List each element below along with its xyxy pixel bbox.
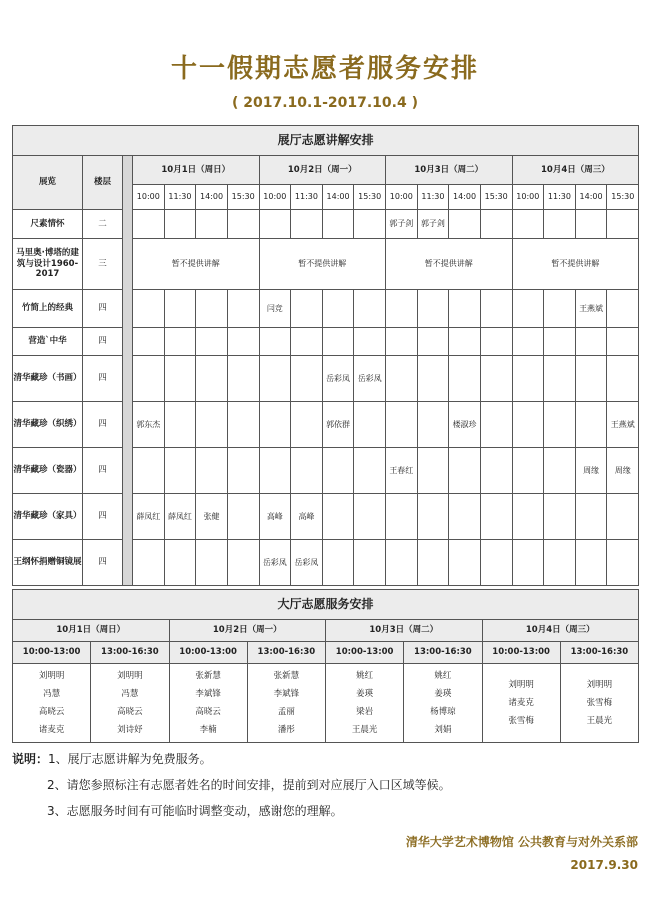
volunteer-cell [544, 328, 576, 356]
exhibit-name: 清华藏珍（瓷器） [13, 448, 83, 494]
volunteer-cell [322, 210, 354, 239]
volunteer-name: 李斌锋 [195, 689, 221, 699]
volunteer-name: 梁岩 [356, 707, 374, 717]
volunteer-cell [259, 210, 291, 239]
volunteer-cell: 高峰 [259, 494, 291, 540]
volunteer-cell [164, 540, 196, 586]
volunteer-list [169, 664, 247, 743]
volunteer-name: 张新慧 [195, 671, 221, 681]
volunteer-name: 姜瑛 [356, 689, 374, 699]
volunteer-cell [164, 448, 196, 494]
exhibit-name: 营造`中华 [13, 328, 83, 356]
volunteer-cell [227, 402, 259, 448]
volunteer-cell [417, 290, 449, 328]
volunteer-cell [480, 402, 512, 448]
volunteer-cell: 张健 [196, 494, 228, 540]
volunteer-cell [417, 356, 449, 402]
floor-cell: 二 [83, 210, 123, 239]
volunteer-cell [449, 356, 481, 402]
volunteer-cell [544, 540, 576, 586]
volunteer-name: 王晨光 [586, 716, 613, 726]
volunteer-cell [354, 540, 386, 586]
volunteer-cell: 高峰 [291, 494, 323, 540]
volunteer-cell [386, 540, 418, 586]
exhibit-name: 清华藏珍（织绣） [13, 402, 83, 448]
volunteer-cell [322, 494, 354, 540]
volunteer-cell: 薛凤红 [164, 494, 196, 540]
volunteer-cell [259, 448, 291, 494]
volunteer-cell: 郭子剑 [417, 210, 449, 239]
exhibit-name: 王纲怀捐赠铜镜展 [13, 540, 83, 586]
volunteer-name: 诸麦克 [508, 698, 534, 708]
page-title: 十一假期志愿者服务安排 [170, 54, 479, 84]
volunteer-cell [291, 402, 323, 448]
volunteer-cell [575, 494, 607, 540]
volunteer-cell [512, 356, 544, 402]
volunteer-cell [164, 402, 196, 448]
separator-column [123, 156, 133, 586]
volunteer-cell [480, 540, 512, 586]
volunteer-cell [164, 290, 196, 328]
volunteer-list [247, 664, 325, 743]
volunteer-cell: 王燕斌 [575, 290, 607, 328]
volunteer-cell [259, 356, 291, 402]
volunteer-cell [512, 328, 544, 356]
no-tour-cell: 暂不提供讲解 [259, 239, 386, 290]
volunteer-cell [386, 328, 418, 356]
volunteer-cell [449, 494, 481, 540]
volunteer-cell: 郭东杰 [133, 402, 165, 448]
volunteer-cell [259, 402, 291, 448]
volunteer-cell [512, 540, 544, 586]
note-item: 2、请您参照标注有志愿者姓名的时间安排，提前到对应展厅入口区域等候。 [47, 778, 451, 792]
time-header: 15:30 [227, 185, 259, 210]
exhibit-name: 竹简上的经典 [13, 290, 83, 328]
volunteer-name: 张雪梅 [508, 716, 534, 726]
volunteer-cell [354, 494, 386, 540]
section-title: 展厅志愿讲解安排 [13, 126, 639, 156]
time-header: 10:00 [133, 185, 165, 210]
volunteer-cell [227, 448, 259, 494]
footer-org: 清华大学艺术博物馆 公共教育与对外关系部 [405, 835, 638, 849]
slot-header: 10:00-13:00 [326, 642, 404, 664]
volunteer-cell [575, 540, 607, 586]
volunteer-name: 高晓云 [38, 707, 65, 717]
time-header: 11:30 [291, 185, 323, 210]
time-header: 14:00 [196, 185, 228, 210]
volunteer-cell [512, 402, 544, 448]
volunteer-cell [386, 402, 418, 448]
slot-header: 13:00-16:30 [404, 642, 482, 664]
volunteer-cell [354, 448, 386, 494]
volunteer-cell [322, 540, 354, 586]
volunteer-cell [449, 448, 481, 494]
volunteer-cell [259, 328, 291, 356]
volunteer-cell [196, 290, 228, 328]
volunteer-cell: 岳彩凤 [291, 540, 323, 586]
volunteer-cell [291, 328, 323, 356]
volunteer-cell [164, 356, 196, 402]
volunteer-cell [417, 448, 449, 494]
time-header: 15:30 [480, 185, 512, 210]
volunteer-cell [291, 210, 323, 239]
volunteer-name: 诸麦克 [38, 725, 65, 735]
volunteer-name: 王晨光 [351, 725, 378, 735]
time-header: 15:30 [354, 185, 386, 210]
column-header-floor: 楼层 [83, 156, 123, 210]
time-header: 14:00 [449, 185, 481, 210]
volunteer-cell: 郭子剑 [386, 210, 418, 239]
lobby-schedule-table [12, 589, 639, 743]
volunteer-cell [544, 290, 576, 328]
volunteer-cell [386, 290, 418, 328]
volunteer-cell [386, 356, 418, 402]
column-header-exhibit: 展览 [13, 156, 83, 210]
exhibit-name: 马里奥·博塔的建筑与设计1960-2017 [13, 239, 83, 290]
volunteer-cell [133, 356, 165, 402]
volunteer-name: 冯慧 [121, 689, 139, 699]
volunteer-name: 冯慧 [43, 689, 61, 699]
volunteer-cell [480, 356, 512, 402]
volunteer-cell [607, 210, 639, 239]
slot-header: 13:00-16:30 [560, 642, 638, 664]
volunteer-cell [512, 494, 544, 540]
volunteer-name: 杨博琼 [430, 707, 456, 717]
volunteer-name: 姜瑛 [434, 689, 452, 699]
volunteer-cell [291, 356, 323, 402]
volunteer-cell [196, 402, 228, 448]
volunteer-name: 刘明明 [38, 671, 65, 681]
volunteer-cell [133, 328, 165, 356]
volunteer-cell [164, 210, 196, 239]
date-range: ( 2017.10.1-2017.10.4 ) [231, 95, 418, 111]
volunteer-cell [417, 540, 449, 586]
floor-cell: 四 [83, 540, 123, 586]
volunteer-cell [480, 494, 512, 540]
volunteer-name: 潘彤 [277, 725, 295, 735]
volunteer-cell: 周缘 [575, 448, 607, 494]
day-header: 10月2日（周一） [259, 156, 386, 185]
volunteer-name: 孟丽 [277, 707, 295, 717]
volunteer-cell [133, 290, 165, 328]
volunteer-cell [386, 494, 418, 540]
volunteer-cell [354, 290, 386, 328]
time-header: 11:30 [544, 185, 576, 210]
hall-schedule-table [12, 125, 639, 586]
volunteer-cell: 岳彩凤 [259, 540, 291, 586]
time-header: 14:00 [322, 185, 354, 210]
notes [12, 750, 451, 828]
volunteer-cell [354, 328, 386, 356]
volunteer-name: 李斌锋 [273, 689, 300, 699]
volunteer-name: 刘明明 [586, 680, 613, 690]
volunteer-cell [291, 448, 323, 494]
day-header: 10月2日（周一） [169, 620, 326, 642]
volunteer-cell [417, 494, 449, 540]
exhibit-name: 清华藏珍（家具） [13, 494, 83, 540]
time-header: 11:30 [417, 185, 449, 210]
slot-header: 13:00-16:30 [91, 642, 169, 664]
volunteer-cell [196, 356, 228, 402]
floor-cell: 三 [83, 239, 123, 290]
volunteer-cell [133, 210, 165, 239]
volunteer-cell [544, 356, 576, 402]
volunteer-cell [449, 328, 481, 356]
volunteer-cell [512, 290, 544, 328]
floor-cell: 四 [83, 356, 123, 402]
volunteer-cell [544, 402, 576, 448]
volunteer-cell [322, 328, 354, 356]
volunteer-cell [322, 448, 354, 494]
volunteer-name: 刘明明 [508, 680, 534, 690]
volunteer-cell [417, 402, 449, 448]
exhibit-name: 清华藏珍（书画） [13, 356, 83, 402]
volunteer-cell: 薛凤红 [133, 494, 165, 540]
volunteer-cell [196, 448, 228, 494]
volunteer-cell [133, 540, 165, 586]
time-header: 10:00 [259, 185, 291, 210]
day-header: 10月1日（周日） [133, 156, 260, 185]
volunteer-cell [449, 290, 481, 328]
volunteer-cell [417, 328, 449, 356]
volunteer-cell [480, 290, 512, 328]
volunteer-name: 张新慧 [273, 671, 300, 681]
volunteer-name: 张雪梅 [586, 698, 613, 708]
volunteer-cell [133, 448, 165, 494]
floor-cell: 四 [83, 402, 123, 448]
floor-cell: 四 [83, 494, 123, 540]
volunteer-list [482, 664, 560, 743]
volunteer-cell [322, 290, 354, 328]
volunteer-cell: 郭依群 [322, 402, 354, 448]
volunteer-list [326, 664, 404, 743]
floor-cell: 四 [83, 290, 123, 328]
volunteer-cell [607, 328, 639, 356]
volunteer-cell: 岳彩凤 [354, 356, 386, 402]
volunteer-cell [512, 448, 544, 494]
time-header: 10:00 [512, 185, 544, 210]
volunteer-cell [354, 210, 386, 239]
day-header: 10月1日（周日） [13, 620, 170, 642]
volunteer-cell: 闫竞 [259, 290, 291, 328]
volunteer-cell [480, 448, 512, 494]
note-item: 3、志愿服务时间有可能临时调整变动，感谢您的理解。 [47, 804, 343, 818]
volunteer-cell [227, 494, 259, 540]
volunteer-cell [575, 210, 607, 239]
volunteer-cell [196, 328, 228, 356]
notes-label: 说明： [12, 752, 49, 766]
volunteer-cell [354, 402, 386, 448]
no-tour-cell: 暂不提供讲解 [386, 239, 513, 290]
slot-header: 10:00-13:00 [482, 642, 560, 664]
slot-header: 13:00-16:30 [247, 642, 325, 664]
volunteer-cell [607, 494, 639, 540]
volunteer-cell [227, 540, 259, 586]
volunteer-cell [512, 210, 544, 239]
volunteer-name: 姚红 [356, 671, 374, 681]
volunteer-cell [544, 494, 576, 540]
volunteer-cell [227, 356, 259, 402]
volunteer-cell [575, 402, 607, 448]
volunteer-cell [291, 290, 323, 328]
floor-cell: 四 [83, 448, 123, 494]
volunteer-cell: 岳彩凤 [322, 356, 354, 402]
volunteer-cell [607, 356, 639, 402]
no-tour-cell: 暂不提供讲解 [133, 239, 260, 290]
volunteer-name: 刘诗妤 [117, 725, 143, 735]
slot-header: 10:00-13:00 [169, 642, 247, 664]
volunteer-cell [575, 356, 607, 402]
volunteer-cell [575, 328, 607, 356]
volunteer-name: 刘娟 [434, 725, 452, 735]
floor-cell: 四 [83, 328, 123, 356]
volunteer-cell [227, 328, 259, 356]
volunteer-cell [449, 210, 481, 239]
volunteer-cell [607, 290, 639, 328]
volunteer-cell [480, 328, 512, 356]
volunteer-cell: 王燕斌 [607, 402, 639, 448]
volunteer-cell: 楼淑珍 [449, 402, 481, 448]
day-header: 10月3日（周二） [386, 156, 513, 185]
time-header: 14:00 [575, 185, 607, 210]
volunteer-cell [227, 210, 259, 239]
footer-date: 2017.9.30 [570, 858, 638, 872]
volunteer-cell [544, 448, 576, 494]
volunteer-cell: 王春红 [386, 448, 418, 494]
volunteer-cell [607, 540, 639, 586]
volunteer-list [91, 664, 169, 743]
volunteer-cell [164, 328, 196, 356]
volunteer-name: 姚红 [434, 671, 452, 681]
day-header: 10月3日（周二） [326, 620, 483, 642]
volunteer-cell [449, 540, 481, 586]
volunteer-cell [196, 210, 228, 239]
volunteer-name: 高晓云 [195, 707, 221, 717]
note-item: 1、展厅志愿讲解为免费服务。 [48, 752, 212, 766]
volunteer-cell [227, 290, 259, 328]
no-tour-cell: 暂不提供讲解 [512, 239, 639, 290]
section-title: 大厅志愿服务安排 [13, 590, 639, 620]
volunteer-cell: 周缘 [607, 448, 639, 494]
exhibit-name: 尺素情怀 [13, 210, 83, 239]
slot-header: 10:00-13:00 [13, 642, 91, 664]
day-header: 10月4日（周三） [482, 620, 639, 642]
volunteer-cell [196, 540, 228, 586]
volunteer-name: 高晓云 [117, 707, 143, 717]
volunteer-cell [480, 210, 512, 239]
time-header: 11:30 [164, 185, 196, 210]
time-header: 10:00 [386, 185, 418, 210]
volunteer-list [404, 664, 482, 743]
volunteer-cell [544, 210, 576, 239]
time-header: 15:30 [607, 185, 639, 210]
volunteer-name: 刘明明 [117, 671, 143, 681]
day-header: 10月4日（周三） [512, 156, 639, 185]
volunteer-list [13, 664, 91, 743]
volunteer-list [560, 664, 638, 743]
volunteer-name: 李楠 [199, 725, 217, 735]
